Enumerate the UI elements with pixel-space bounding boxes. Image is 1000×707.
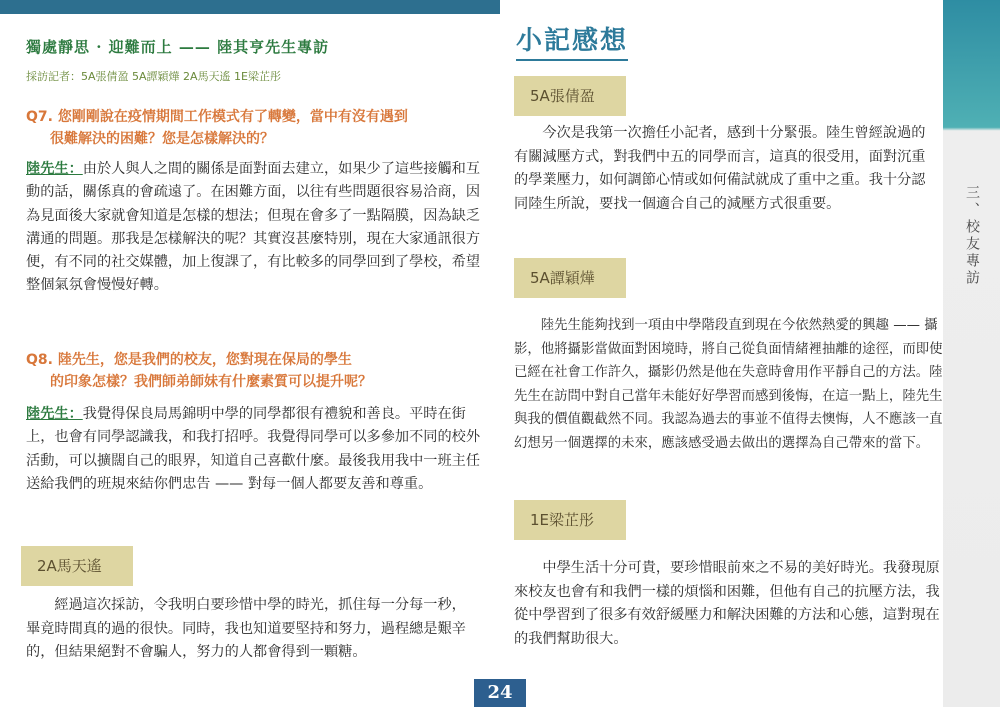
answer-q8: [26, 403, 481, 496]
question-q8-line1: Q8. 陸先生，您是我們的校友，您對現在保局的學生: [26, 352, 352, 368]
page-number: 24: [474, 679, 526, 707]
question-q7-line1: Q7. 您剛剛說在疫情期間工作模式有了轉變，當中有沒有遇到: [26, 109, 408, 125]
reflection-text: 經過這次採訪，令我明白要珍惜中學的時光，抓住每一分每一秒，畢竟時間真的過的很快。同時，我也知道要堅持和努力，過程總是艱辛的，但結果絕對不會騙人，努力的人都會得到一顆糖。: [26, 597, 466, 661]
speaker-label: 陸先生：: [26, 406, 83, 422]
question-q7: [26, 106, 476, 150]
reporter-name-box: 5A張倩盈: [514, 76, 626, 116]
reflection-text: 中學生活十分可貴，要珍惜眼前來之不易的美好時光。我發現原來校友也會有和我們一樣的煩惱和困難，但他有自己的抗壓方法，我從中學習到了很多有效舒緩壓力和解決困難的方法和心態，這對現在的我們幫助很大。: [514, 560, 940, 647]
reporter-name-box: 1E梁芷彤: [514, 500, 626, 540]
answer-q8-text: 我覺得保良局馬錦明中學的同學都很有禮貌和善良。平時在街上，也會有同學認識我，和我打招呼。我覺得同學可以多參加不同的校外活動，可以擴闊自己的眼界，知道自己喜歡什麼。最後我用我中一班主任送給我們的班規來結你們忠告 —— 對每一個人都要友善和尊重。: [26, 406, 481, 492]
reflection-text: 今次是我第一次擔任小記者，感到十分緊張。陸生曾經說過的有關減壓方式，對我們中五的同學而言，這真的很受用，面對沉重的學業壓力，如何調節心情或如何備試就成了重中之重。我十分認同陸生所說，要找一個適合自己的減壓方式很重要。: [514, 125, 926, 212]
reporter-name-box: 2A馬天遙: [21, 546, 133, 586]
reporters-line: 採訪記者：5A張倩盈 5A譚穎燁 2A馬天遙 1E梁芷彤: [26, 70, 282, 83]
side-tab-label: 三、校友專訪: [964, 185, 980, 287]
section-title: 小記感想: [516, 20, 628, 61]
article-title: 獨處靜思 · 迎難而上 —— 陸其亨先生專訪: [26, 38, 330, 56]
side-chapter-tab: [943, 0, 1000, 707]
question-q8: [26, 349, 476, 393]
top-color-bar: [0, 0, 500, 14]
question-q8-line2: 的印象怎樣？我們師弟師妹有什麼素質可以提升呢？: [50, 374, 372, 390]
answer-q7: [26, 158, 481, 298]
speaker-label: 陸先生：: [26, 161, 83, 177]
answer-q7-text: 由於人與人之間的關係是面對面去建立，如果少了這些接觸和互動的話，關係真的會疏遠了。在困難方面，以往有些問題很容易洽商，因為見面後大家就會知道是怎樣的想法；但現在會多了一點隔膜，因為缺乏溝通的問題。那我是怎樣解決的呢？其實沒甚麼特別，現在大家通訊很方便，有不同的社交媒體，加上復課了，有比較多的同學回到了學校，希望整個氣氛會慢慢好轉。: [26, 161, 481, 294]
reflection-text: 陸先生能夠找到一項由中學階段直到現在今依然熱愛的興趣 —— 攝影，他將攝影當做面對困境時，將自己從負面情緒裡抽離的途徑，而即使已經在社會工作許久，攝影仍然是他在失意時會用作平靜自己的方法。陸先生在訪問中對自己當年未能好好學習而感到後悔，在這一點上，陸先生與我的價值觀截然不同。我認為過去的事並不值得去懊悔，人不應該一直幻想另一個選擇的未來，應該感受過去做出的選擇為自己帶來的當下。: [514, 318, 943, 451]
question-q7-line2: 很難解決的困難？您是怎樣解決的？: [50, 131, 274, 147]
reporter-name-box: 5A譚穎燁: [514, 258, 626, 298]
